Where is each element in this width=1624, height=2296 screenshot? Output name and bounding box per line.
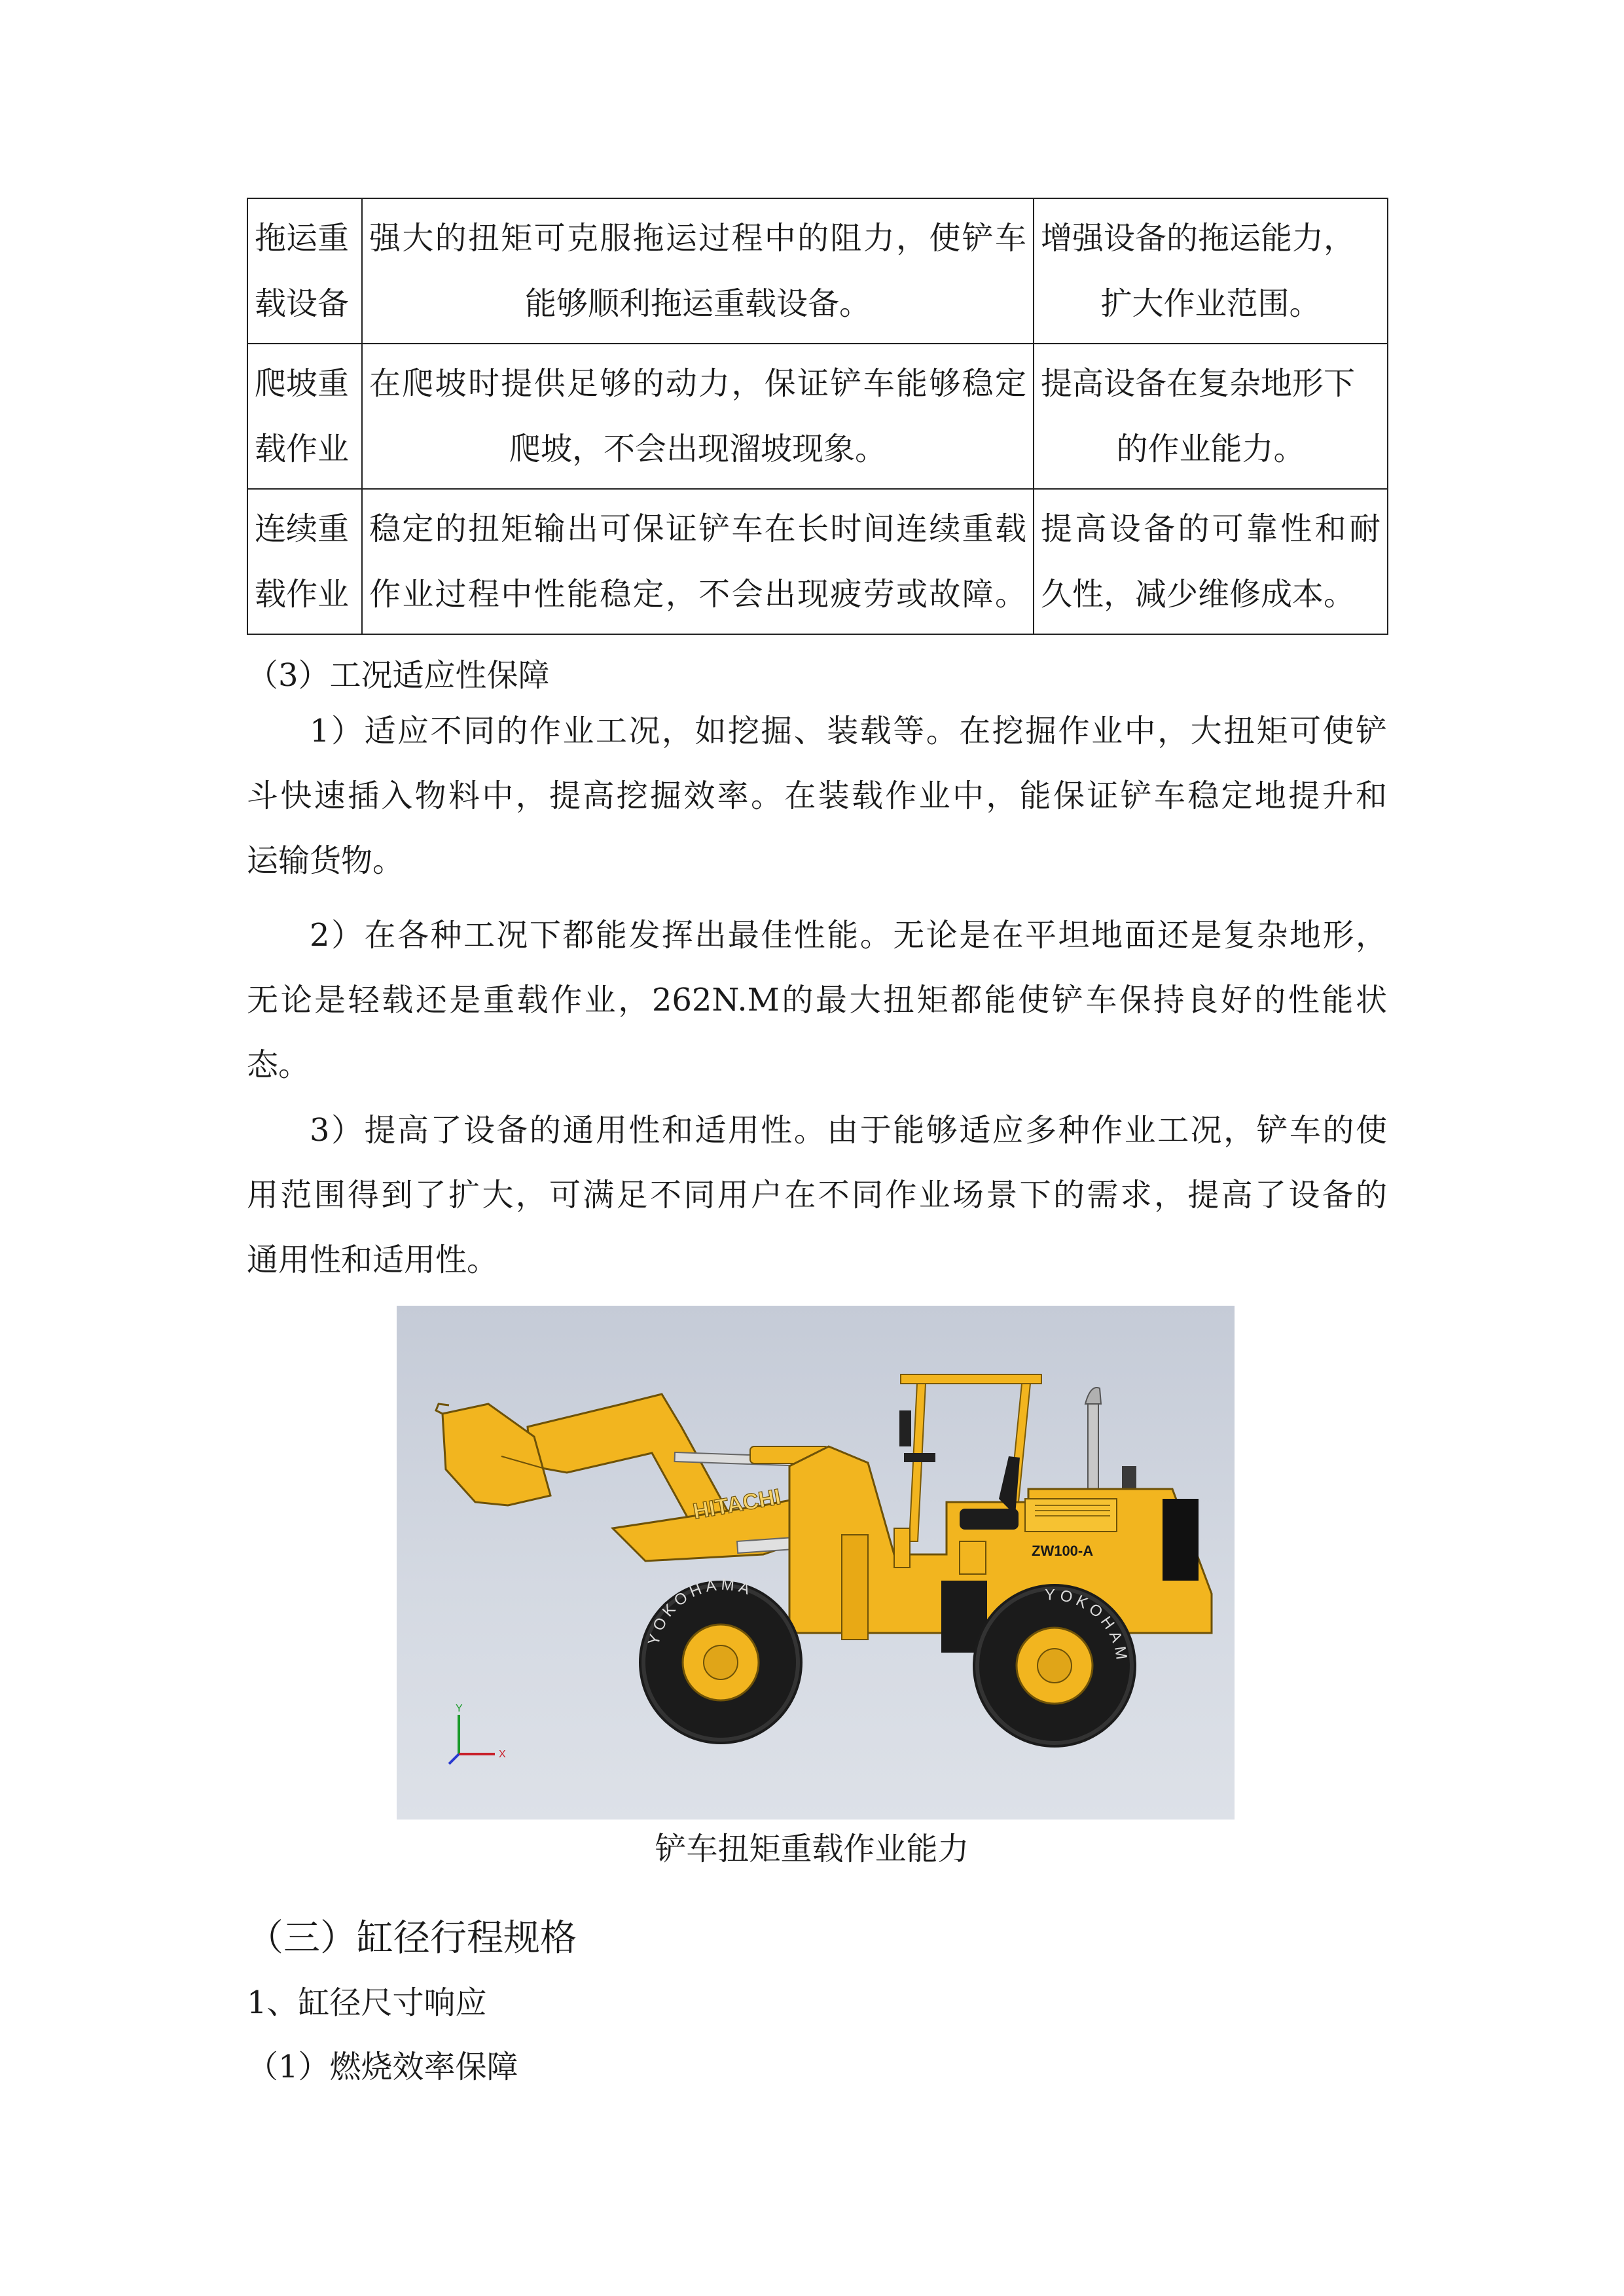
item-heading: 1、缸径尺寸响应: [247, 1984, 487, 2021]
subitem-heading: （1）燃烧效率保障: [247, 2049, 518, 2085]
axis-y-label: Y: [456, 1703, 463, 1714]
tire-label: YOKOHAM: [1044, 1586, 1131, 1665]
tire-label: YOKOHAMA: [645, 1575, 756, 1647]
table-row: [247, 489, 1388, 634]
table-row: [247, 344, 1388, 489]
table-cell-scenario: 爬坡重 载作业: [247, 344, 362, 489]
table-row: [247, 198, 1388, 344]
model-label: ZW100-A: [1032, 1543, 1094, 1559]
requirements-table: [247, 198, 1388, 635]
table-cell-description: 稳定的扭矩输出可保证铲车在长时间连续重载 作业过程中性能稳定，不会出现疲劳或故障。: [362, 489, 1034, 634]
paragraph-2: 2）在各种工况下都能发挥出最佳性能。无论是在平坦地面还是复杂地形， 无论是轻载还是重载作业，262N.M的最大扭矩都能使铲车保持良好的性能状 态。: [247, 917, 1387, 1083]
table-cell-scenario: 拖运重 载设备: [247, 198, 362, 344]
wheel-loader-illustration: [397, 1306, 1235, 1820]
table-cell-benefit: 增强设备的拖运能力， 扩大作业范围。: [1034, 198, 1388, 344]
paragraph-3: 3）提高了设备的通用性和适用性。由于能够适应多种作业工况，铲车的使 用范围得到了扩大，可满足不同用户在不同作业场景下的需求，提高了设备的 通用性和适用性。: [247, 1112, 1387, 1278]
rear-wheel: [973, 1584, 1136, 1748]
axis-triad-icon: [449, 1703, 506, 1764]
bucket: [436, 1404, 550, 1505]
figure-caption: 铲车扭矩重载作业能力: [655, 1831, 969, 1867]
section-heading: （3）工况适应性保障: [247, 657, 550, 694]
paragraph-1: 1）适应不同的作业工况，如挖掘、装载等。在挖掘作业中，大扭矩可使铲 斗快速插入物料中，提高挖掘效率。在装载作业中，能保证铲车稳定地提升和 运输货物。: [247, 713, 1387, 879]
chapter-heading: （三）缸径行程规格: [247, 1917, 577, 1960]
table-cell-benefit: 提高设备的可靠性和耐 久性，减少维修成本。: [1034, 489, 1388, 634]
table-cell-scenario: 连续重 载作业: [247, 489, 362, 634]
table-cell-benefit: 提高设备在复杂地形下 的作业能力。: [1034, 344, 1388, 489]
loader-figure: [397, 1306, 1235, 1820]
table-cell-description: 在爬坡时提供足够的动力，保证铲车能够稳定 爬坡，不会出现溜坡现象。: [362, 344, 1034, 489]
brand-label: HITACHI: [691, 1484, 783, 1524]
axis-x-label: X: [499, 1749, 506, 1760]
table-cell-description: 强大的扭矩可克服拖运过程中的阻力，使铲车 能够顺利拖运重载设备。: [362, 198, 1034, 344]
